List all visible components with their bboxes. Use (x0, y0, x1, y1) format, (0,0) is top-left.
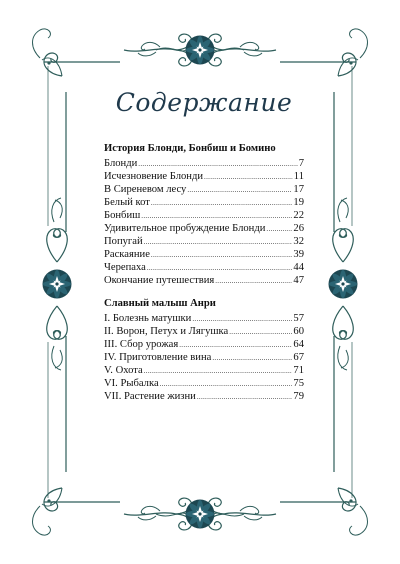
toc-entry[interactable] (104, 261, 304, 274)
toc-entry-title: VII. Растение жизни (104, 391, 196, 402)
toc-entry-page: 79 (293, 391, 304, 402)
toc-entry[interactable] (104, 325, 304, 338)
toc-entry-title: Исчезновение Блонди (104, 171, 204, 182)
bottom-flower-ornament (186, 500, 215, 529)
toc-entry-page: 60 (293, 326, 304, 337)
toc-entry-page: 39 (293, 249, 304, 260)
toc-entry-title: Бонбиш (104, 210, 141, 221)
toc-entry[interactable] (104, 235, 304, 248)
toc-entry-page: 22 (293, 210, 304, 221)
toc-entry-title: V. Охота (104, 365, 143, 376)
dot-leader (197, 391, 293, 404)
toc-entry[interactable] (104, 196, 304, 209)
toc-entry[interactable] (104, 248, 304, 261)
toc-entry-title: Окончание путешествия (104, 275, 215, 286)
toc-entry-page: 47 (293, 275, 304, 286)
toc-entry-title: VI. Рыбалка (104, 378, 159, 389)
toc-entry[interactable] (104, 183, 304, 196)
toc-entry-title: Удивительное пробуждение Блонди (104, 223, 266, 234)
toc-entry-title: IV. Приготовление вина (104, 352, 212, 363)
toc-entry-title: II. Ворон, Петух и Лягушка (104, 326, 229, 337)
toc-entry-title: Черепаха (104, 262, 146, 273)
toc-entry-page: 64 (293, 339, 304, 350)
top-flower-ornament (186, 36, 215, 65)
toc-entry[interactable] (104, 338, 304, 351)
toc-entry[interactable] (104, 351, 304, 364)
toc-entry[interactable] (104, 390, 304, 403)
toc-entry[interactable] (104, 312, 304, 325)
toc-entry-page: 71 (293, 365, 304, 376)
toc-entry-title: Попугай (104, 236, 143, 247)
toc-entry-page: 44 (293, 262, 304, 273)
left-flower-ornament (43, 270, 72, 299)
toc-entry[interactable] (104, 377, 304, 390)
section-heading: Славный малыш Анри (104, 298, 216, 309)
toc-entry-title: В Сиреневом лесу (104, 184, 187, 195)
toc-entry-page: 26 (293, 223, 304, 234)
toc-entry-page: 32 (293, 236, 304, 247)
toc-entry[interactable] (104, 364, 304, 377)
toc-entry[interactable] (104, 157, 304, 170)
toc-entry-title: Раскаяние (104, 249, 150, 260)
toc-entry[interactable] (104, 209, 304, 222)
toc-entry-page: 17 (293, 184, 304, 195)
dot-leader (215, 275, 292, 288)
toc-entry-page: 67 (293, 352, 304, 363)
toc-entry[interactable] (104, 170, 304, 183)
toc-entry[interactable] (104, 274, 304, 287)
right-flower-ornament (329, 270, 358, 299)
toc-entry[interactable] (104, 222, 304, 235)
toc-entry-page: 11 (293, 171, 304, 182)
toc-entry-page: 57 (293, 313, 304, 324)
section-heading: История Блонди, Бонбиш и Бомино (104, 143, 276, 154)
toc-entry-title: Белый кот (104, 197, 150, 208)
page-title: Содержание (115, 88, 293, 117)
toc-entry-page: 19 (293, 197, 304, 208)
toc-entry-title: I. Болезнь матушки (104, 313, 192, 324)
toc-entry-page: 7 (298, 158, 304, 169)
toc-entry-page: 75 (293, 378, 304, 389)
toc-entry-title: III. Сбор урожая (104, 339, 179, 350)
toc-entry-title: Блонди (104, 158, 138, 169)
